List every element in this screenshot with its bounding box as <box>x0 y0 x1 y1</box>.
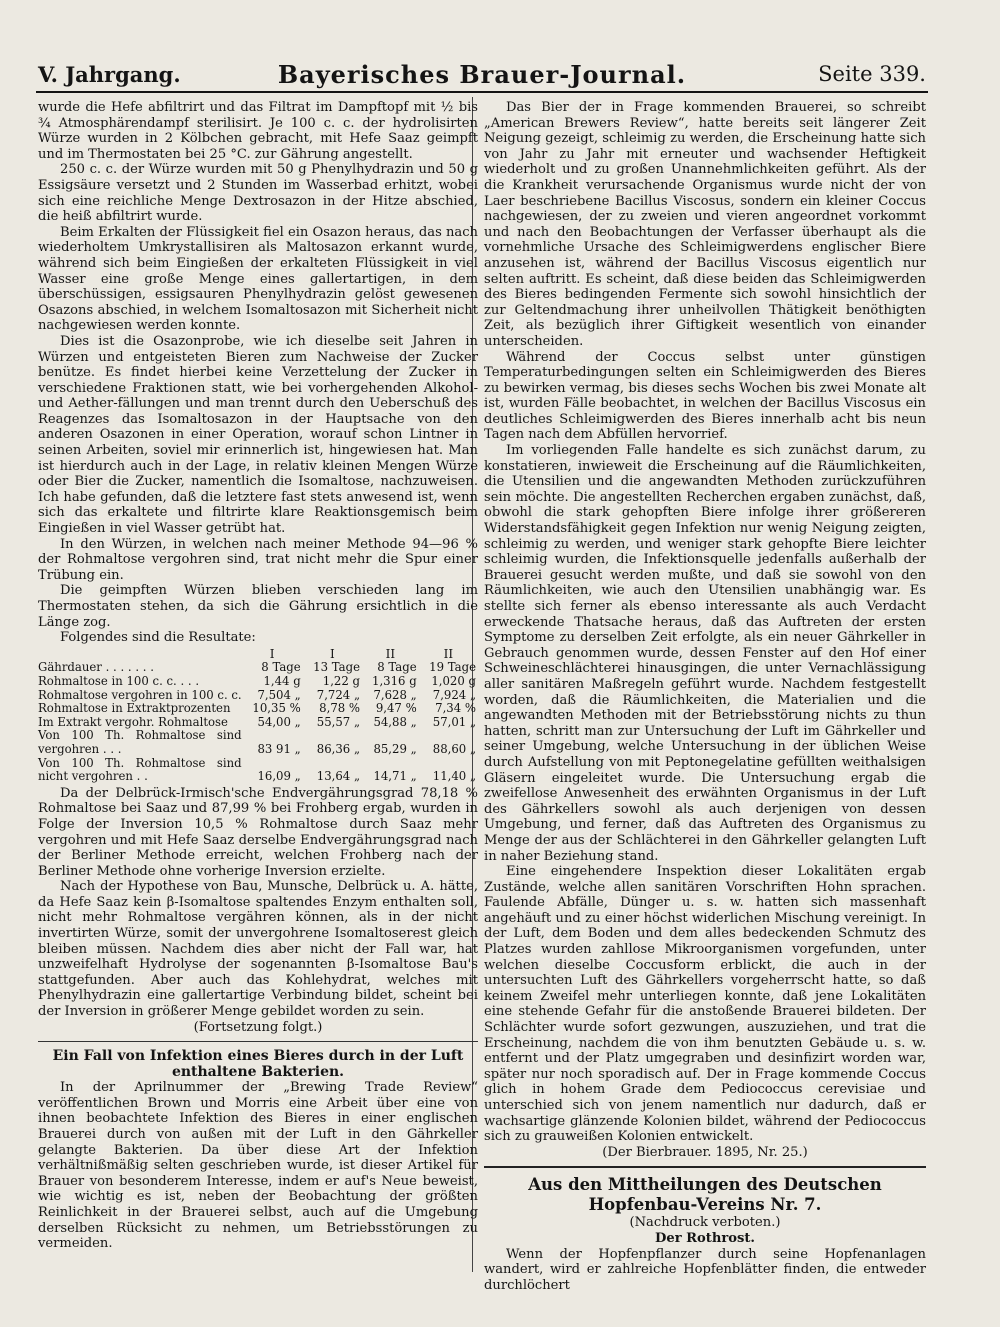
table-row <box>38 716 478 730</box>
table-cell: 13,64 „ <box>316 769 361 784</box>
table-cell: 8,78 % <box>319 701 361 716</box>
paragraph: In den Würzen, in welchen nach meiner Methode 94—96 % der Rohmaltose vergohren sind, trat nicht mehr die Spur einer Trübung ein. <box>38 536 478 583</box>
row-label: Rohmaltose in Extraktprozenten <box>38 701 231 716</box>
page-header <box>38 60 926 90</box>
paragraph: Im vorliegenden Falle handelte es sich zunächst darum, zu konstatieren, inwieweit die Erscheinung auf die Räumlichkeiten, die Utensilien und die angewandten Methoden zurückzuführen sein möchte. Die angestellten Recherchen ergaben zunächst, daß, obwohl die stark gehopften Biere infolge ihrer größereren Widerstandsfähigkeit gegen Infektion nur wenig Neigung zeigten, schleimig zu werden, und weniger stark gehopfte Biere leichter schleimig wurden, die Infektionsquelle jedenfalls außerhalb der Brauerei gesucht werden mußte, und daß sie sowohl von den Räumlichkeiten, wie auch den Utensilien unabhängig war. Es stellte sich ferner als ebenso interessante als auch Verdacht erweckende Thatsache heraus, daß das Auftreten der ersten Symptome zu derselben Zeit erfolgte, als ein neuer Gährkeller in Gebrauch genommen wurde, dessen Fenster auf den Hof einer Schweineschlächterei hinausgingen, die unter Vernachlässigung aller sanitären Maßregeln geführt wurde. Nachdem festgestellt worden, daß die Räumlichkeiten, die Materialien und die angewandten Methoden mit der Betriebsstörung nichts zu thun hatten, schritt man zur Untersuchung der Luft im Gährkeller und seiner Umgebung, welche Untersuchung in der üblichen Weise durch Aufstellung von mit Peptonegelatine gefüllten weithalsigen Gläsern eingeleitet wurde. Die Untersuchung ergab die zweifellose Anwesenheit des erwähnten Organismus in der Luft des Gährkellers sowohl als auch derjenigen von dessen Umgebung, und ferner, daß das Auftreten des Organismus zu Menge der aus der Schlächterei in den Gährkeller gelangten Luft in naher Beziehung stand. <box>484 443 926 864</box>
paragraph: In der Aprilnummer der „Brewing Trade Review“ veröffentlichen Brown und Morris eine Arbeit über eine von ihnen beobachtete Infektion des Bieres in einer englischen Brauerei durch von außen mit der Luft in den Gährkeller gelangte Bakterien. Da über diese Art der Infektion verhältnißmäßig selten geschrieben wurde, ist dieser Artikel für Brauer von besonderem Interesse, indem er auf's Neue beweist, wie wichtig es ist, neben der Beobachtung der größten Reinlichkeit in der Brauerei selbst, auch auf die Umgebung derselben Rücksicht zu nehmen, um Betriebsstörungen zu vermeiden. <box>38 1080 478 1252</box>
table-header-cell: II <box>443 646 454 661</box>
row-label: Im Extrakt vergohr. Rohmaltose <box>38 714 228 729</box>
row-label: Rohmaltose in 100 c. c. . . . <box>38 673 200 688</box>
table-cell: 88,60 „ <box>432 741 476 756</box>
paragraph: Nach der Hypothese von Bau, Munsche, Delbrück u. A. hätte, da Hefe Saaz kein β-Isomaltose spaltendes Enzym enthalten soll, nicht mehr Rohmaltose vergähren können, als in der nicht invertirten Würze, somit der unvergohrene Isomaltoserest gleich bleiben müssen. Nachdem dies aber nicht der Fall war, hat unzweifelhaft Hydrolyse der sogenannten β-Isomaltose Bau's stattgefunden. Aber auch das Kohlehydrat, welches mit Phenylhydrazin eine gallertartige Verbindung bildet, scheint bei der Inversion in größerer Menge gebildet worden zu sein. <box>38 879 478 1020</box>
table-cell: 54,00 „ <box>257 714 301 729</box>
row-label: Von 100 Th. Rohmaltose sind vergohren . . . <box>38 728 242 756</box>
table-cell: 55,57 „ <box>316 714 361 729</box>
source-citation: (Der Bierbrauer. 1895, Nr. 25.) <box>602 1144 808 1160</box>
paragraph: 250 c. c. der Würze wurden mit 50 g Phenylhydrazin und 50 g Essigsäure versetzt und 2 Stunden im Wasserbad erhitzt, wobei sich eine reichliche Menge Dextrosazon in der Hitze abschied, die heiß abfiltrirt wurde. <box>38 162 478 225</box>
header-rule <box>36 91 928 93</box>
table-cell: 8 Tage <box>377 660 417 675</box>
paragraph: Die geimpften Würzen blieben verschieden lang im Thermostaten stehen, da sich die Gährung ersichtlich in die Länge zog. <box>38 583 478 630</box>
table-cell: 1,22 g <box>322 673 361 688</box>
table-row <box>38 729 478 756</box>
right-column <box>484 100 926 1293</box>
article-subheading: Der Rothrost. <box>655 1230 755 1246</box>
paragraph: Eine eingehendere Inspektion dieser Lokalitäten ergab Zustände, welche allen sanitären Vorschriften Hohn sprachen. Faulende Abfälle, Dünger u. s. w. hatten sich massenhaft angehäuft und zu einer höchst widerlichen Mischung vereinigt. In der Luft, dem Boden und dem alles bedeckenden Schmutz des Platzes wurden zahllose Mikroorganismen vorgefunden, unter welchen dieselbe Coccusform erblickt, die auch in der untersuchten Luft des Gährkellers vorgeherrscht hatte, so daß keinem Zweifel mehr unterliegen konnte, daß jene Lokalitäten eine stehende Gefahr für die anstoßende Brauerei bildeten. Der Schlächter wurde sofort gezwungen, auszuziehen, und trat die Erscheinung, nachdem die von ihm benutzten Gebäude u. s. w. entfernt und der Platz umgegraben und desinfizirt worden war, später nur noch sporadisch auf. Der in Frage kommende Coccus glich in hohem Grade dem Pediococcus cerevisiae und unterschied sich von jenem namentlich nur dadurch, daß er wachsartige glänzende Kolonien bildet, während der Pediococcus sich zu grauweißen Kolonien entwickelt. <box>484 864 926 1145</box>
table-cell: 10,35 % <box>252 701 301 716</box>
article-heading: Ein Fall von Infektion eines Bieres durch in der Luft enthaltene Bakterien. <box>52 1048 464 1081</box>
paragraph: Während der Coccus selbst unter günstigen Temperaturbedingungen selten ein Schleimigwerden des Bieres zu bewirken vermag, bis dieses sechs Wochen bis zwei Monate alt ist, wurden Fälle beobachtet, in welchen der Bacillus Viscosus ein deutliches Schleimigwerden des Bieres innerhalb acht bis neun Tagen nach dem Abfüllen hervorrief. <box>484 349 926 443</box>
reprint-note: (Nachdruck verboten.) <box>629 1215 781 1231</box>
article-heading: Aus den Mittheilungen des Deutschen Hopfenbau-Vereins Nr. 7. <box>528 1175 882 1215</box>
table-header-row <box>38 648 478 662</box>
table-cell: 11,40 „ <box>432 769 476 784</box>
page-number: Seite 339. <box>818 62 926 86</box>
row-label: Rohmaltose vergohren in 100 c. c. <box>38 687 242 702</box>
table-header-cell: II <box>385 646 396 661</box>
table-cell: 7,924 „ <box>432 687 476 702</box>
table-row <box>38 689 478 703</box>
table-cell: 86,36 „ <box>316 741 361 756</box>
paragraph: Beim Erkalten der Flüssigkeit fiel ein Osazon heraus, das nach wiederholtem Umkrystallisiren als Maltosazon erkannt wurde, während sich beim Eingießen der erkalteten Flüssigkeit in viel Wasser eine große Menge eines gallertartigen, in dem überschüssigen, essigsauren Phenylhydrazin gelöst gewesenen Osazons abschied, in welchem Isomaltosazon mit Sicherheit nicht nachgewiesen werden konnte. <box>38 224 478 334</box>
journal-title: Bayerisches Brauer-Journal. <box>277 60 687 89</box>
table-cell: 13 Tage <box>313 660 361 675</box>
section-divider <box>38 1041 478 1042</box>
row-label: Von 100 Th. Rohmaltose sind nicht vergohren . . <box>38 755 242 784</box>
table-cell: 1,316 g <box>372 673 417 688</box>
table-cell: 16,09 „ <box>257 769 301 784</box>
left-column <box>38 100 478 1252</box>
table-cell: 57,01 „ <box>432 714 476 729</box>
table-row <box>38 702 478 716</box>
table-cell: 7,34 % <box>435 701 476 716</box>
table-cell: 7,724 „ <box>316 687 361 702</box>
section-divider <box>484 1166 926 1168</box>
table-cell: 1,020 g <box>431 673 476 688</box>
results-table <box>38 648 478 784</box>
table-cell: 9,47 % <box>375 701 417 716</box>
table-cell: 14,71 „ <box>373 769 417 784</box>
paragraph: Das Bier der in Frage kommenden Brauerei, so schreibt „American Brewers Review“, hatte bereits seit längerer Zeit Neigung gezeigt, schleimig zu werden, die Erscheinung hatte sich von Jahr zu Jahr mit erneuter und wachsender Heftigkeit wiederholt und zu großen Unannehmlichkeiten geführt. Als der die Krankheit verursachende Organismus wurde nicht der von Laer beschriebene Bacillus Viscosus, sondern ein kleiner Coccus nachgewiesen, der zu zweien und vieren angeordnet vorkommt und nach den Beobachtungen der Verfasser überhaupt als die vornehmliche Ursache des Schleimigwerdens englischer Biere anzusehen ist, während der Bacillus Viscosus eigentlich nur selten auftritt. Es scheint, daß diese beiden das Schleimigwerden des Bieres bedingenden Fermente sich sowohl hinsichtlich der zur Geltendmachung ihrer unheilvollen Thätigkeit benöthigten Zeit, als bezüglich ihrer Giftigkeit wesentlich von einander unterscheiden. <box>484 100 926 349</box>
continuation-note: (Fortsetzung folgt.) <box>193 1019 323 1035</box>
table-cell: 7,628 „ <box>373 687 417 702</box>
table-row <box>38 757 478 784</box>
table-cell: 8 Tage <box>261 660 301 675</box>
paragraph: Dies ist die Osazonprobe, wie ich dieselbe seit Jahren in Würzen und entgeisteten Bieren zum Nachweise der Zucker benütze. Es findet hierbei keine Verzettelung der Zucker in verschiedene Fraktionen statt, wie bei vorhergehenden Alkohol- und Aether-fällungen und man trennt durch den Ueberschuß des Reagenzes das Isomaltosazon in der Hauptsache von den anderen Osazonen in einer Operation, worauf schon Lintner in seinen Arbeiten, soviel mir erinnerlich ist, hingewiesen hat. Man ist hierdurch auch in der Lage, in relativ kleinen Mengen Würze oder Bier die Zucker, namentlich die Isomaltose, nachzuweisen. Ich habe gefunden, daß die letztere fast stets anwesend ist, wenn sich das erkaltete und filtrirte klare Reaktionsgemisch beim Eingießen in viel Wasser getrübt hat. <box>38 333 478 537</box>
table-cell: 7,504 „ <box>257 687 301 702</box>
table-row <box>38 661 478 675</box>
volume-label: V. Jahrgang. <box>38 62 181 87</box>
paragraph: wurde die Hefe abfiltrirt und das Filtrat im Dampftopf mit ½ bis ¾ Atmosphärendampf sterilisirt. Je 100 c. c. der hydrolisirten Würze wurden in 2 Kölbchen gebracht, mit Hefe Saaz geimpft und im Thermostaten bei 25 °C. zur Gährung angestellt. <box>38 100 478 162</box>
row-label: Gährdauer . . . . . . . <box>38 660 154 675</box>
paragraph: Da der Delbrück-Irmisch'sche Endvergährungsgrad 78,18 % Rohmaltose bei Saaz und 87,99 % bei Frohberg ergab, wurden in Folge der Inversion 10,5 % Rohmaltose durch Saaz mehr vergohren und mit Hefe Saaz derselbe Endvergährungsgrad nach der Berliner Methode erreicht, welchen Frohberg nach der Berliner Methode ohne vorherige Inversion erzielte. <box>38 785 478 879</box>
table-cell: 83 91 „ <box>257 741 301 756</box>
table-cell: 1,44 g <box>263 673 301 688</box>
table-cell: 54,88 „ <box>373 714 417 729</box>
table-cell: 85,29 „ <box>373 741 417 756</box>
table-cell: 19 Tage <box>429 660 476 675</box>
paragraph: Wenn der Hopfenpflanzer durch seine Hopfenanlagen wandert, wird er zahlreiche Hopfenblätter finden, die entweder durchlöchert <box>484 1246 926 1293</box>
paragraph: Folgendes sind die Resultate: <box>60 630 256 646</box>
table-header-cell: I <box>269 646 275 661</box>
table-row <box>38 675 478 689</box>
table-header-cell: I <box>329 646 335 661</box>
